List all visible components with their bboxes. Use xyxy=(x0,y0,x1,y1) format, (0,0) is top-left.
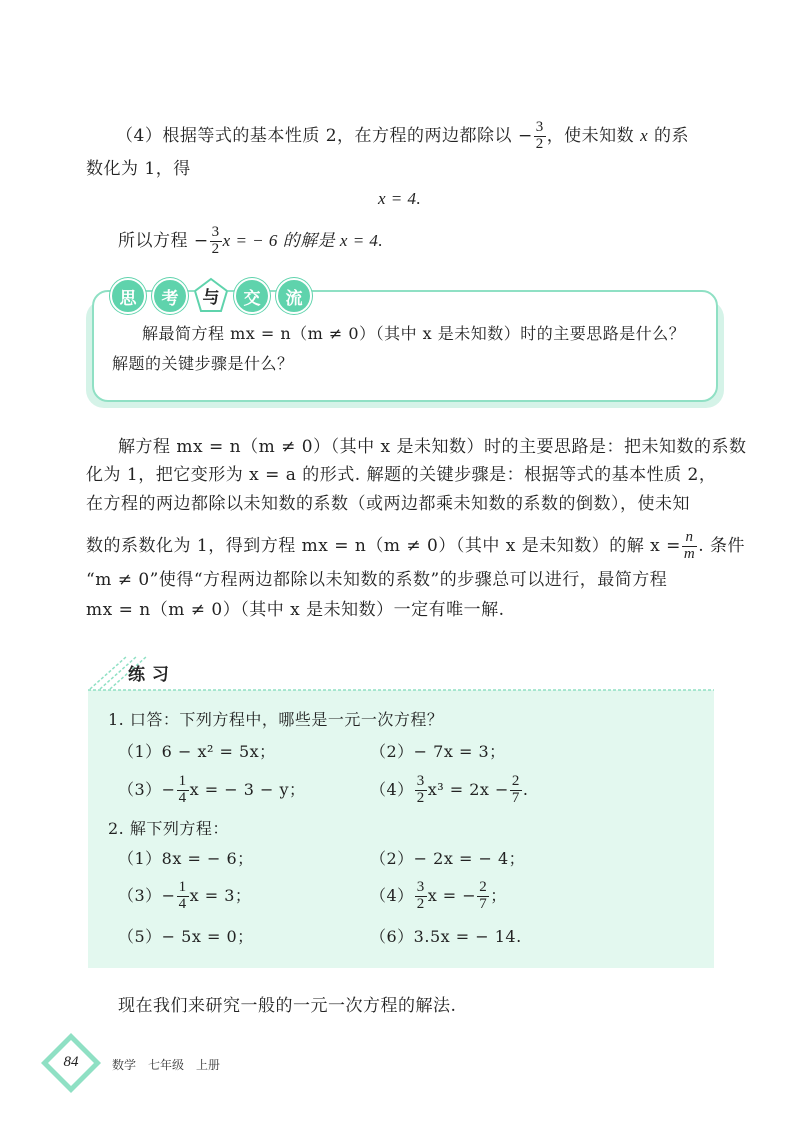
para4-result: x = 4. xyxy=(378,189,422,208)
exercise-q2: 2. 解下列方程： xyxy=(108,819,229,838)
footer-book-title: 数学 七年级 上册 xyxy=(112,1058,221,1072)
explain-line2: 化为 1，把它变形为 x = a 的形式. 解题的关键步骤是：根据等式的基本性质 2， xyxy=(86,465,717,485)
exercise-q1-1: （1）6 − x² = 5x； xyxy=(118,742,276,761)
think-line1: 解最简方程 mx = n（m ≠ 0）（其中 x 是未知数）时的主要思路是什么？ xyxy=(142,324,686,343)
exercise-q1: 1. 口答：下列方程中，哪些是一元一次方程？ xyxy=(108,710,444,729)
exercise-q1-4: （4） $\frac{3}{2}$ x³ = 2x − $\frac{2}{7}$ . xyxy=(370,773,529,806)
exercise-q2-2: （2）− 2x = − 4； xyxy=(370,849,526,868)
think-char-4: 交 xyxy=(234,278,270,314)
explain-line4: 数的系数化为 1，得到方程 mx = n（m ≠ 0）（其中 x 是未知数）的解 x = $\frac{n}{m}$ . 条件 xyxy=(86,529,746,562)
think-char-1: 思 xyxy=(110,278,146,314)
explain-line6: mx = n（m ≠ 0）（其中 x 是未知数）一定有唯一解. xyxy=(86,600,505,620)
exercise-q1-3: （3）− $\frac{1}{4}$ x = − 3 − y； xyxy=(118,773,306,806)
para4-line1: （4）根据等式的基本性质 2，在方程的两边都除以 − $\frac{3}{2}$ ，使未知数 x 的系 xyxy=(116,119,690,152)
think-char-5: 流 xyxy=(276,278,312,314)
explain-line5: “m ≠ 0”使得“方程两边都除以未知数的系数”的步骤总可以进行，最简方程 xyxy=(86,570,668,590)
exercise-title: 练 习 xyxy=(128,665,170,685)
exercise-header-decoration xyxy=(86,655,716,691)
exercise-q2-4: （4） $\frac{3}{2}$ x = − $\frac{2}{7}$ ； xyxy=(370,879,507,912)
exercise-q2-5: （5）− 5x = 0； xyxy=(118,927,254,946)
closing-text: 现在我们来研究一般的一元一次方程的解法. xyxy=(118,996,457,1016)
conclusion: 所以方程 − $\frac{3}{2}$ x = − 6 的解是 x = 4. xyxy=(118,224,384,257)
exercise-q2-6: （6）3.5x = − 14. xyxy=(370,927,522,946)
exercise-q1-2: （2）− 7x = 3； xyxy=(370,742,506,761)
fraction-three-halves: $\frac{3}{2}$ xyxy=(535,119,544,152)
explain-line3: 在方程的两边都除以未知数的系数（或两边都乘未知数的系数的倒数），使未知 xyxy=(86,494,690,514)
exercise-q2-3: （3）− $\frac{1}{4}$ x = 3； xyxy=(118,879,252,912)
think-title xyxy=(110,278,312,314)
page-number: 84 xyxy=(63,1054,79,1070)
think-char-2: 考 xyxy=(152,278,188,314)
explain-line1: 解方程 mx = n（m ≠ 0）（其中 x 是未知数）时的主要思路是：把未知数的系数 xyxy=(118,437,747,457)
para4-line2: 数化为 1，得 xyxy=(86,159,191,179)
exercise-q2-1: （1）8x = − 6； xyxy=(118,849,254,868)
think-char-3: 与 xyxy=(194,278,228,312)
think-line2: 解题的关键步骤是什么？ xyxy=(112,354,294,373)
